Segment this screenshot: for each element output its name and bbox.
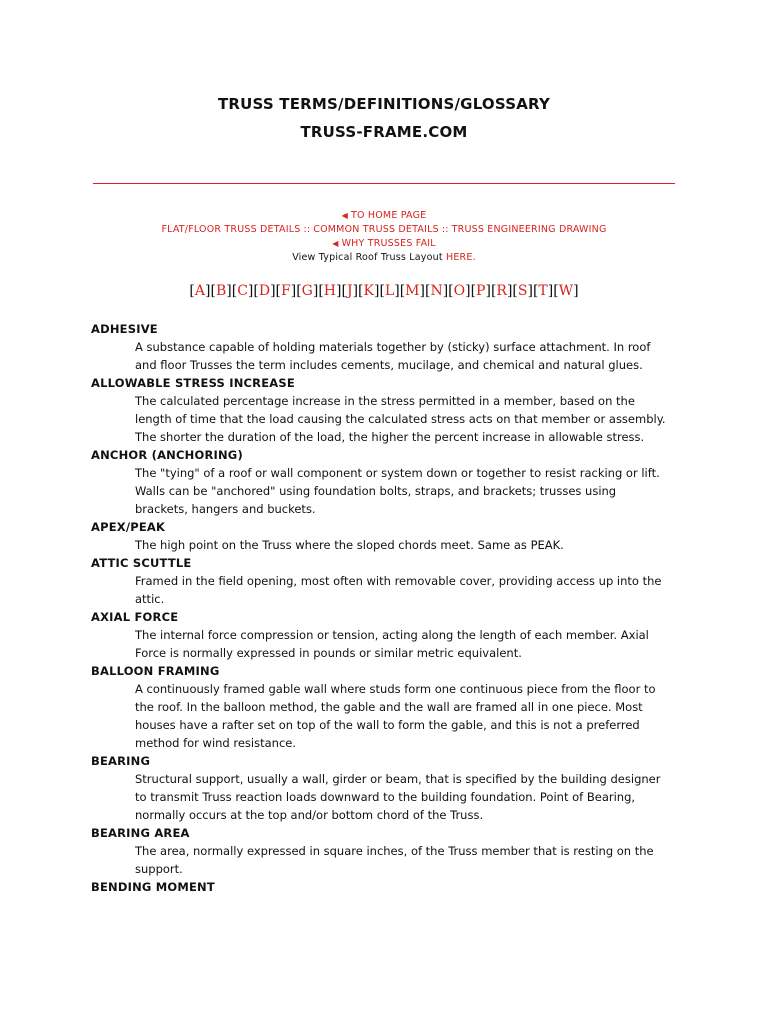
bracket: ] (394, 283, 400, 299)
letter-link-o[interactable]: O (453, 283, 466, 299)
letter-link-c[interactable]: C (237, 283, 248, 299)
letter-link-k[interactable]: K (363, 283, 374, 299)
site-name: TRUSS-FRAME.COM (300, 123, 468, 141)
bracket: [ (399, 283, 406, 299)
engineering-drawing-link[interactable]: TRUSS ENGINEERING DRAWING (451, 224, 607, 235)
glossary-term: AXIAL FORCE (91, 610, 179, 624)
bracket: ] (290, 283, 297, 299)
nav-details-row (0, 223, 768, 237)
glossary-definition: Framed in the field opening, most often with removable cover, providing access up into the attic. (135, 574, 662, 606)
glossary-definition: The calculated percentage increase in the stress permitted in a member, based on the length of time that the load causing the calculated stress acts on that member or assembly. The shorter the duration of the load, the higher the percent increase in allowable stress. (135, 394, 666, 444)
nav-fail-row (0, 237, 768, 251)
bracket: [ (424, 283, 431, 299)
bracket: ] (547, 283, 554, 299)
nav-separator: :: (441, 224, 449, 235)
glossary-definition: A substance capable of holding materials together by (sticky) surface attachment. In roof and floor Trusses the term includes cements, mucilage, and chemical and natural glues. (135, 340, 651, 372)
view-layout-text: View Typical Roof Truss Layout (292, 252, 443, 263)
glossary-term: BALLOON FRAMING (91, 664, 220, 678)
bracket: [ (296, 283, 302, 299)
bracket: [ (210, 283, 216, 299)
glossary-term: APEX/PEAK (91, 520, 166, 534)
letter-link-d[interactable]: D (258, 283, 271, 299)
alphabet-index (0, 283, 768, 299)
header-divider (93, 183, 675, 184)
bracket: ] (247, 283, 254, 299)
glossary-term: ANCHOR (ANCHORING) (91, 448, 243, 462)
bracket: [ (318, 283, 324, 299)
bracket: [ (358, 283, 364, 299)
bracket: [ (341, 283, 347, 299)
bracket: ] (419, 283, 425, 299)
bracket: [ (253, 283, 259, 299)
letter-link-a[interactable]: A (194, 283, 206, 299)
nav-home-row (0, 209, 768, 223)
glossary-definition: A continuously framed gable wall where studs form one continuous piece from the floor to the roof. In the balloon method, the gable and the wall are framed all in one piece. Most houses have a rafter set on top of the wall to form the gable, and this is not a preferred method for wind resistance. (135, 682, 656, 750)
bracket: [ (532, 283, 539, 299)
why-trusses-fail-link[interactable]: WHY TRUSSES FAIL (341, 238, 436, 249)
home-link[interactable]: TO HOME PAGE (351, 210, 427, 221)
letter-link-s[interactable]: S (517, 283, 528, 299)
letter-link-w[interactable]: W (558, 283, 574, 299)
letter-link-m[interactable]: M (405, 283, 420, 299)
bracket: [ (275, 283, 282, 299)
bracket: [ (490, 283, 497, 299)
bracket: ] (485, 283, 491, 299)
nav-separator: :: (303, 224, 311, 235)
glossary-term: ADHESIVE (91, 322, 158, 336)
bracket: ] (270, 283, 276, 299)
bracket: [ (470, 283, 477, 299)
bracket: ] (442, 283, 449, 299)
page-title: TRUSS TERMS/DEFINITIONS/GLOSSARY (217, 95, 551, 113)
bracket: ] (205, 283, 211, 299)
letter-link-j[interactable]: J (346, 283, 353, 299)
here-link[interactable]: HERE. (446, 252, 476, 263)
glossary-definition: Structural support, usually a wall, girder or beam, that is specified by the building designer to transmit Truss reaction loads downward to the building foundation. Point of Bearing, normally occurs at the top and/or bottom chord of the Truss. (135, 772, 661, 822)
letter-link-g[interactable]: G (301, 283, 313, 299)
bracket: [ (379, 283, 385, 299)
bracket: [ (448, 283, 454, 299)
flat-floor-link[interactable]: FLAT/FLOOR TRUSS DETAILS (161, 224, 301, 235)
glossary-definition: The high point on the Truss where the sloped chords meet. Same as PEAK. (135, 538, 564, 552)
glossary-definition: The "tying" of a roof or wall component or system down or together to resist racking or lift. Walls can be "anchored" using foundation bolts, straps, and brackets; trusses using brackets, hangers and buckets. (135, 466, 660, 516)
bracket: ] (336, 283, 342, 299)
bracket: ] (373, 283, 380, 299)
letter-link-h[interactable]: H (323, 283, 337, 299)
glossary-term: BEARING (91, 754, 151, 768)
left-arrow-icon: ◀ (341, 211, 348, 220)
glossary-definition: The internal force compression or tension, acting along the length of each member. Axial Force is normally expressed in pounds or similar metric equivalent. (135, 628, 649, 660)
glossary-list (91, 320, 691, 896)
glossary-term: ATTIC SCUTTLE (91, 556, 192, 570)
letter-link-r[interactable]: R (496, 283, 507, 299)
left-arrow-icon: ◀ (332, 239, 339, 248)
common-details-link[interactable]: COMMON TRUSS DETAILS (313, 224, 439, 235)
letter-link-b[interactable]: B (215, 283, 227, 299)
letter-link-l[interactable]: L (384, 283, 395, 299)
bracket: [ (189, 283, 195, 299)
bracket: [ (553, 283, 559, 299)
bracket: [ (231, 283, 238, 299)
letter-link-n[interactable]: N (430, 283, 443, 299)
bracket: ] (527, 283, 533, 299)
bracket: ] (465, 283, 471, 299)
letter-link-t[interactable]: T (538, 283, 548, 299)
glossary-term: BEARING AREA (91, 826, 190, 840)
glossary-term: ALLOWABLE STRESS INCREASE (91, 376, 295, 390)
glossary-term: BENDING MOMENT (91, 880, 215, 894)
bracket: ] (506, 283, 513, 299)
bracket: ] (352, 283, 359, 299)
bracket: ] (312, 283, 319, 299)
bracket: ] (573, 283, 579, 299)
nav-view-row (0, 251, 768, 265)
bracket: [ (512, 283, 518, 299)
bracket: ] (226, 283, 232, 299)
letter-link-p[interactable]: P (476, 283, 486, 299)
letter-link-f[interactable]: F (281, 283, 291, 299)
glossary-definition: The area, normally expressed in square inches, of the Truss member that is resting on the support. (135, 844, 654, 876)
